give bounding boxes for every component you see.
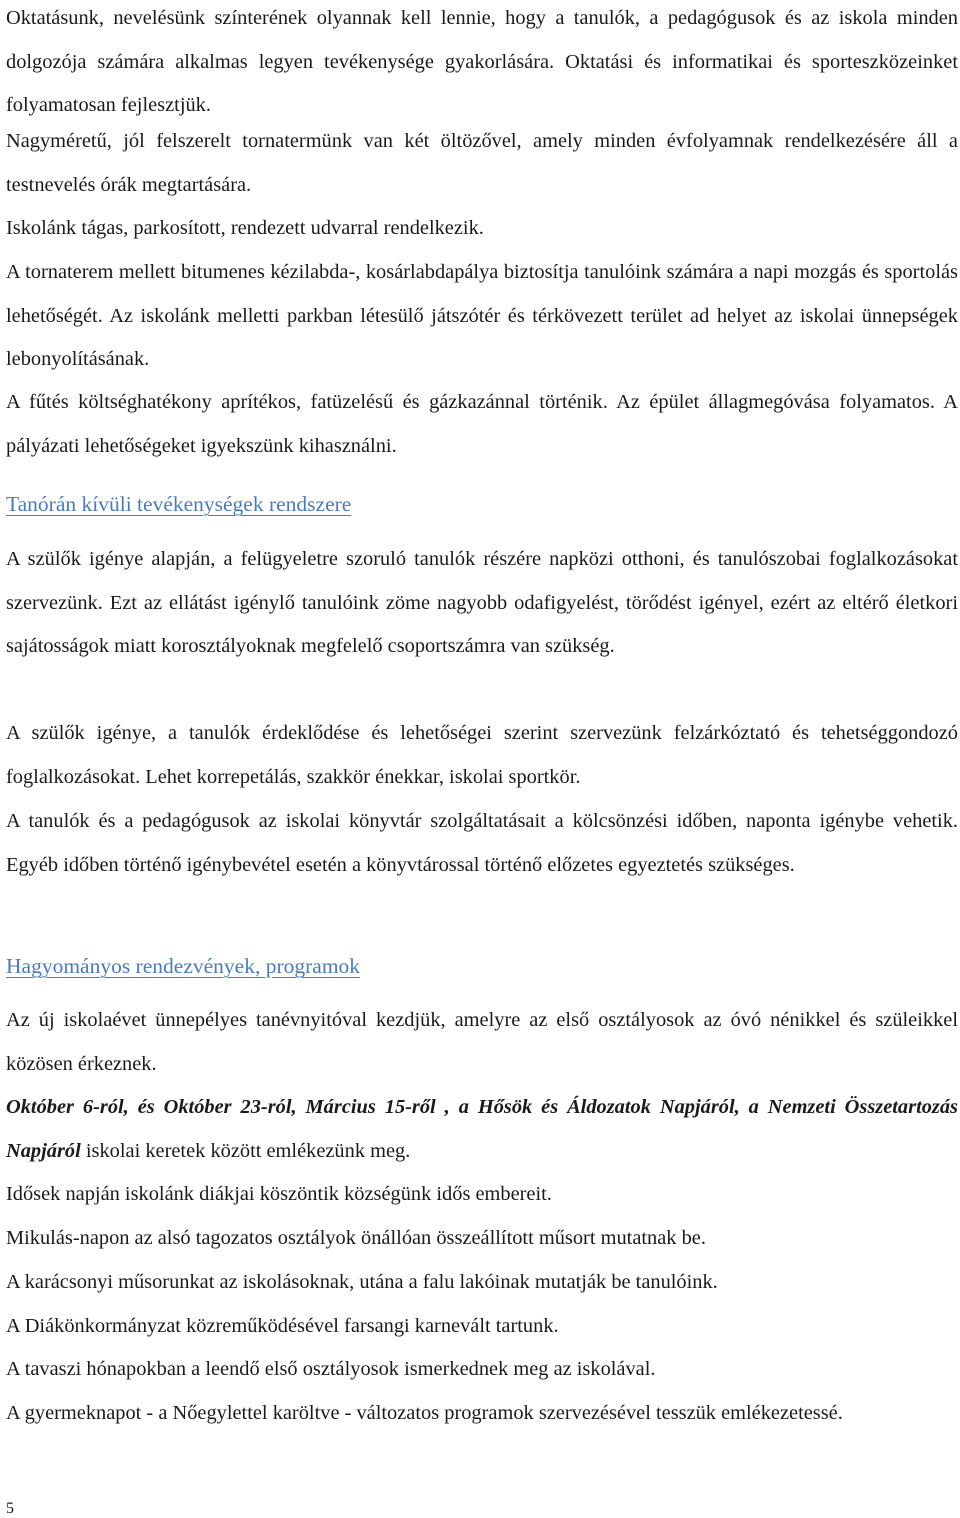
paragraph-learning-environment: Oktatásunk, nevelésünk színterének olyannak kell lennie, hogy a tanulók, a pedagógusok és az iskola minden dolgozója számára alkalmas legyen tevékenysége gyakorlására. Oktatási és informatikai és sporteszközeinket folyamatosan fejlesztjük.: [6, 7, 958, 117]
page-number: 5: [6, 1500, 14, 1517]
commemoration-days: Október 6-ról, és Október 23-ról, Március 15-ről , a Hősök és Áldozatok Napjáról, a Nemzeti Összetartozás Napjáról: [6, 1096, 958, 1162]
paragraph-childrens-day: A gyermeknapot - a Nőegylettel karöltve - változatos programok szervezésével tesszük emlékezetessé.: [6, 1402, 843, 1424]
paragraph-library: A tanulók és a pedagógusok az iskolai könyvtár szolgáltatásait a kölcsönzési időben, naponta igénybe vehetik. Egyéb időben történő igénybevétel esetén a könyvtárossal történő előzetes egyeztetés szükséges.: [6, 810, 958, 876]
paragraph-talent-programs: A szülők igénye, a tanulók érdeklődése és lehetőségei szerint szervezünk felzárkóztató és tehetséggondozó foglalkozásokat. Lehet korrepetálás, szakkör énekkar, iskolai sportkör.: [6, 722, 958, 788]
paragraph-spring-visit: A tavaszi hónapokban a leendő első osztályosok ismerkednek meg az iskolával.: [6, 1358, 656, 1380]
document-page: [6, 0, 958, 1518]
heading-traditions: Hagyományos rendezvények, programok: [6, 954, 361, 978]
paragraph-carnival: A Diákönkormányzat közreműködésével farsangi karnevált tartunk.: [6, 1315, 559, 1337]
heading-extracurricular: Tanórán kívüli tevékenységek rendszere: [6, 492, 352, 516]
paragraph-heating: A fűtés költséghatékony aprítékos, fatüzelésű és gázkazánnal történik. Az épület állagmegóvása folyamatos. A pályázati lehetőségeket igyekszünk kihasználni.: [6, 391, 958, 457]
paragraph-gymnasium: Nagyméretű, jól felszerelt tornatermünk van két öltözővel, amely minden évfolyamnak rendelkezésére áll a testnevelés órák megtartására.: [6, 130, 958, 196]
paragraph-sports-courts: A tornaterem mellett bitumenes kézilabda-, kosárlabdapálya biztosítja tanulóink számára a napi mozgás és sportolás lehetőségét. Az iskolánk melletti parkban létesülő játszótér és térkövezett terület ad helyet az iskolai ünnepségek lebonyolításának.: [6, 261, 958, 371]
paragraph-christmas-show: A karácsonyi műsorunkat az iskolásoknak, utána a falu lakóinak mutatják be tanulóink.: [6, 1271, 718, 1293]
paragraph-day-care: A szülők igénye alapján, a felügyeletre szoruló tanulók részére napközi otthoni, és tanulószobai foglalkozásokat szervezünk. Ezt az ellátást igénylő tanulóink zöme nagyobb odafigyelést, törődést igényel, ezért az eltérő életkori sajátosságok miatt korosztályoknak megfelelő csoportszámra van szükség.: [6, 548, 958, 658]
paragraph-elderly-day: Idősek napján iskolánk diákjai köszöntik községünk idős embereit.: [6, 1183, 552, 1205]
commemoration-rest: iskolai keretek között emlékezünk meg.: [80, 1139, 411, 1162]
paragraph-schoolyard: Iskolánk tágas, parkosított, rendezett udvarral rendelkezik.: [6, 217, 484, 239]
paragraph-commemorations: [6, 1086, 958, 1173]
paragraph-santa-day: Mikulás-napon az alsó tagozatos osztályok önállóan összeállított műsort mutatnak be.: [6, 1227, 706, 1249]
paragraph-school-year-opening: Az új iskolaévet ünnepélyes tanévnyitóval kezdjük, amelyre az első osztályosok az óvó nénikkel és szüleikkel közösen érkeznek.: [6, 1009, 958, 1075]
